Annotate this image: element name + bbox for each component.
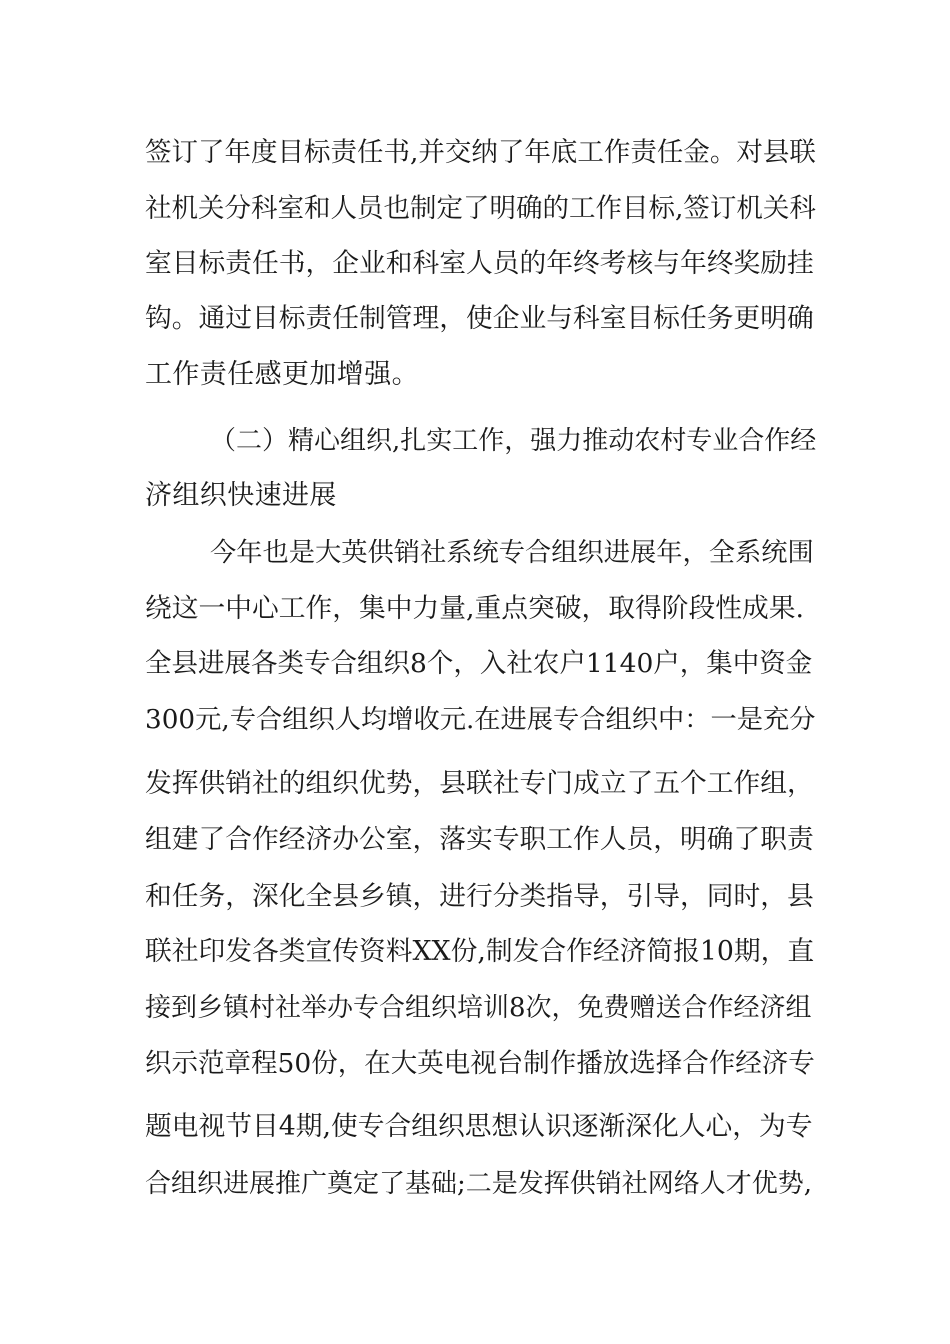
paragraph-line: 和任务，深化全县乡镇，进行分类指导，引导，同时，县 <box>145 881 814 912</box>
paragraph-line: 合组织进展推广奠定了基础;二是发挥供销社网络人才优势, <box>145 1169 813 1199</box>
paragraph-line: 发挥供销社的组织优势，县联社专门成立了五个工作组， <box>145 768 814 799</box>
paragraph-line: 题电视节目4期,使专合组织思想认识逐渐深化人心，为专 <box>145 1111 813 1142</box>
paragraph-line: 社机关分科室和人员也制定了明确的工作目标,签订机关科 <box>145 193 816 224</box>
paragraph-line: 联社印发各类宣传资料XX份,制发合作经济简报10期，直 <box>145 936 815 967</box>
paragraph-line: 接到乡镇村社举办专合组织培训8次，免费赠送合作经济组 <box>145 993 812 1023</box>
paragraph-line: 绕这一中心工作，集中力量,重点突破，取得阶段性成果. <box>145 593 805 624</box>
paragraph-line: 今年也是大英供销社系统专合组织进展年，全系统围 <box>210 538 814 568</box>
paragraph-line: 室目标责任书，企业和科室人员的年终考核与年终奖励挂 <box>145 248 814 279</box>
paragraph-line: 钩。通过目标责任制管理，使企业与科室目标任务更明确 <box>145 303 814 334</box>
paragraph-line: 全县进展各类专合组织8个，入社农户1140户，集中资金 <box>145 648 813 679</box>
section-heading-line: （二）精心组织,扎实工作，强力推动农村专业合作经 <box>210 426 817 456</box>
paragraph-line: 组建了合作经济办公室，落实专职工作人员，明确了职责 <box>145 824 814 855</box>
paragraph-line: 工作责任感更加增强。 <box>145 359 419 390</box>
section-heading-line: 济组织快速进展 <box>145 480 337 511</box>
paragraph-line: 300元,专合组织人均增收元.在进展专合组织中：一是充分 <box>145 705 816 735</box>
paragraph-line: 织示范章程50份，在大英电视台制作播放选择合作经济专 <box>145 1048 815 1079</box>
paragraph-line: 签订了年度目标责任书,并交纳了年底工作责任金。对县联 <box>145 137 816 168</box>
